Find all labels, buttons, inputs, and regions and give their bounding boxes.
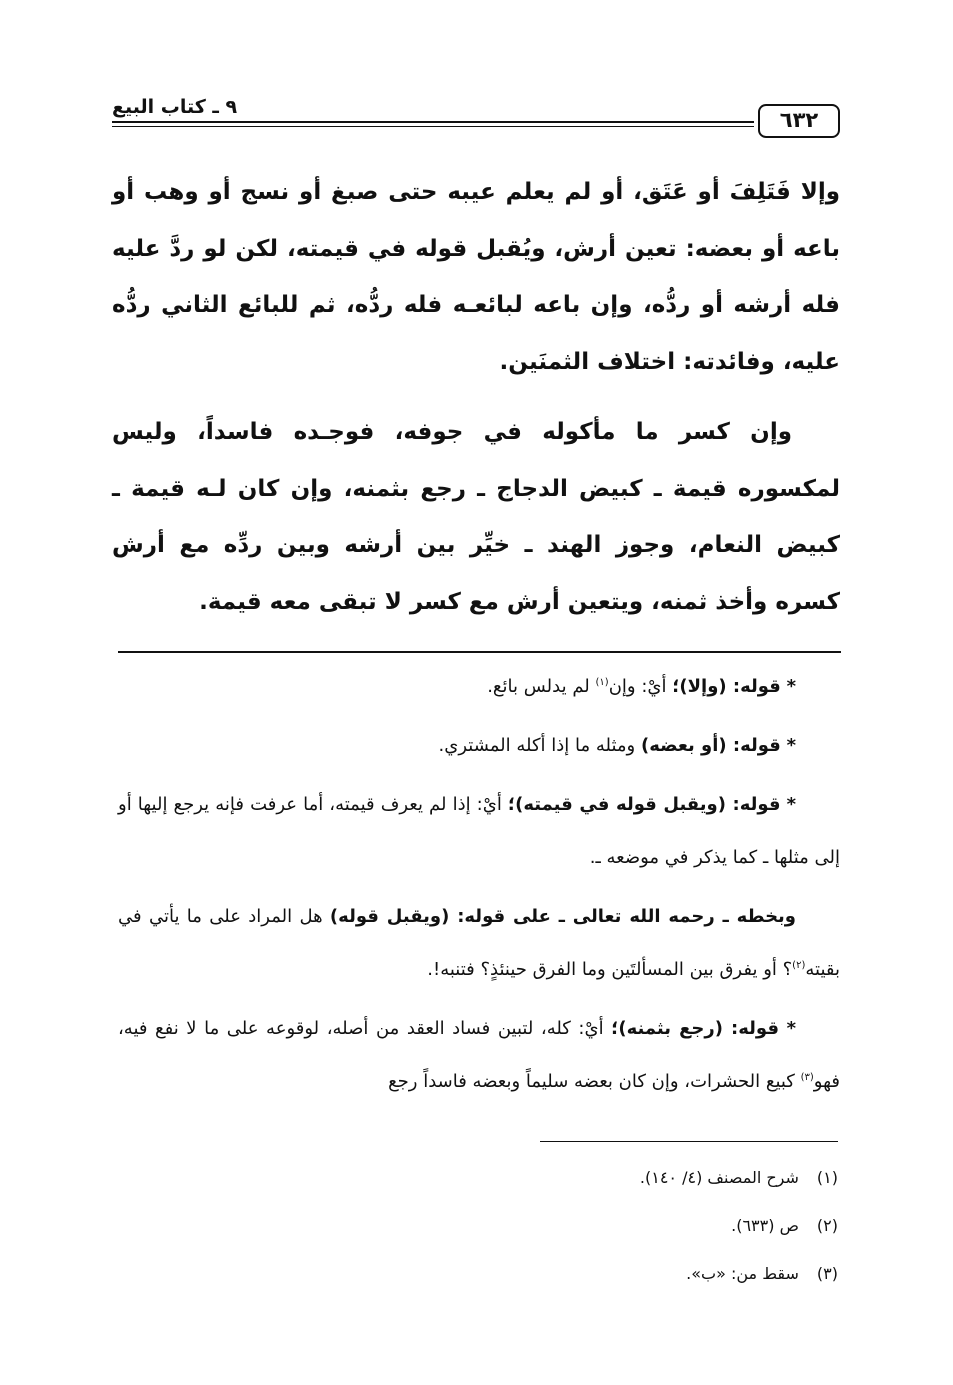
footnote-ref[interactable]: (٣) <box>800 1072 814 1083</box>
commentary-entry-1 <box>118 660 840 713</box>
commentary-text: أيْ: وإن <box>608 676 673 697</box>
commentary-text: ومثله ما إذا أكله المشتري. <box>438 735 641 756</box>
footnote-ref[interactable]: (١) <box>595 677 609 688</box>
star-marker: * <box>786 735 796 756</box>
commentary-entry-5 <box>118 1002 840 1108</box>
footnote-number: (٢) <box>816 1216 838 1235</box>
commentary-text: أيْ: إذا لم يعرف قيمته، أما عرفت فإنه يرجع إليها أو إلى مثلها ـ كما يذكر في موضعه ـ. <box>118 794 840 868</box>
footnote-text: سقط من: «ب». <box>686 1264 799 1283</box>
chapter-title: ٩ ـ كتاب البيع <box>112 96 238 118</box>
commentary-entry-3 <box>118 778 840 884</box>
commentary-text: أيْ: كله، لتبين فساد العقد من أصله، لوقوعه على ما لا نفع فيه، فهو <box>118 1018 840 1092</box>
commentary-text: ؟ أو يفرق بين المسألتَين وما الفرق حينئذٍ؟ فتنبه!. <box>427 959 793 980</box>
commentary-entry-4 <box>118 890 840 996</box>
footnote-1 <box>338 1154 838 1202</box>
commentary <box>118 660 840 1114</box>
footnote-number: (١) <box>816 1168 838 1187</box>
header-rule-thin <box>112 126 754 127</box>
footnotes <box>338 1154 838 1298</box>
main-paragraph-2: وإن كسر ما مأكوله في جوفه، فوجـده فاسداً، وليس لمكسوره قيمة ـ كبيض الدجاج ـ رجع بثمنه، وإن كان لـه قيمة ـ كبيض النعام، وجوز الهند ـ خيِّر بين أرشه وبين ردِّه مع أرش كسره وأخذ ثمنه، ويتعين أرش مع كسر لا تبقى معه قيمة. <box>112 419 840 615</box>
footnote-3 <box>338 1250 838 1298</box>
page-number: ٦٣٢ <box>758 104 840 138</box>
main-text <box>112 164 840 630</box>
star-marker: * <box>786 794 796 815</box>
commentary-entry-2 <box>118 719 840 772</box>
commentary-label: وبخطه ـ رحمه الله تعالى ـ على قوله: (ويقبل قوله) <box>329 906 796 927</box>
commentary-label: قوله: (وإلا)؛ <box>672 676 781 697</box>
commentary-divider <box>118 651 841 653</box>
footnote-2 <box>338 1202 838 1250</box>
commentary-label: قوله: (رجع بثمنه)؛ <box>611 1018 780 1039</box>
page-header <box>112 92 840 138</box>
footnote-text: شرح المصنف (٤/ ١٤٠). <box>639 1168 799 1187</box>
commentary-label: قوله: (ويقبل قوله في قيمته)؛ <box>507 794 781 815</box>
footnote-divider <box>540 1141 838 1142</box>
footnote-number: (٣) <box>816 1264 838 1283</box>
commentary-text: لم يدلس بائع. <box>487 676 596 697</box>
footnote-ref[interactable]: (٢) <box>792 960 806 971</box>
star-marker: * <box>786 676 796 697</box>
star-marker: * <box>786 1018 796 1039</box>
commentary-text: هل المراد على ما يأتي في بقيته <box>118 906 840 980</box>
commentary-label: قوله: (أو بعضه) <box>640 735 781 756</box>
footnote-text: ص (٦٣٣). <box>731 1216 799 1235</box>
main-paragraph-1: وإلا فَتَلِفَ أو عَتَق، أو لم يعلم عيبه حتى صبغ أو نسج أو وهب أو باعه أو بعضه: تعين أرش، ويُقبل قوله في قيمته، لكن لو ردَّ عليه فله أرشه أو ردُّه، وإن باعه لبائعـه فله ردُّه، ثم للبائع الثاني ردُّه عليه، وفائدته: اختلاف الثمنَين. <box>112 179 840 375</box>
commentary-text: كبيع الحشرات، وإن كان بعضه سليماً وبعضه فاسداً رجع <box>388 1071 801 1092</box>
